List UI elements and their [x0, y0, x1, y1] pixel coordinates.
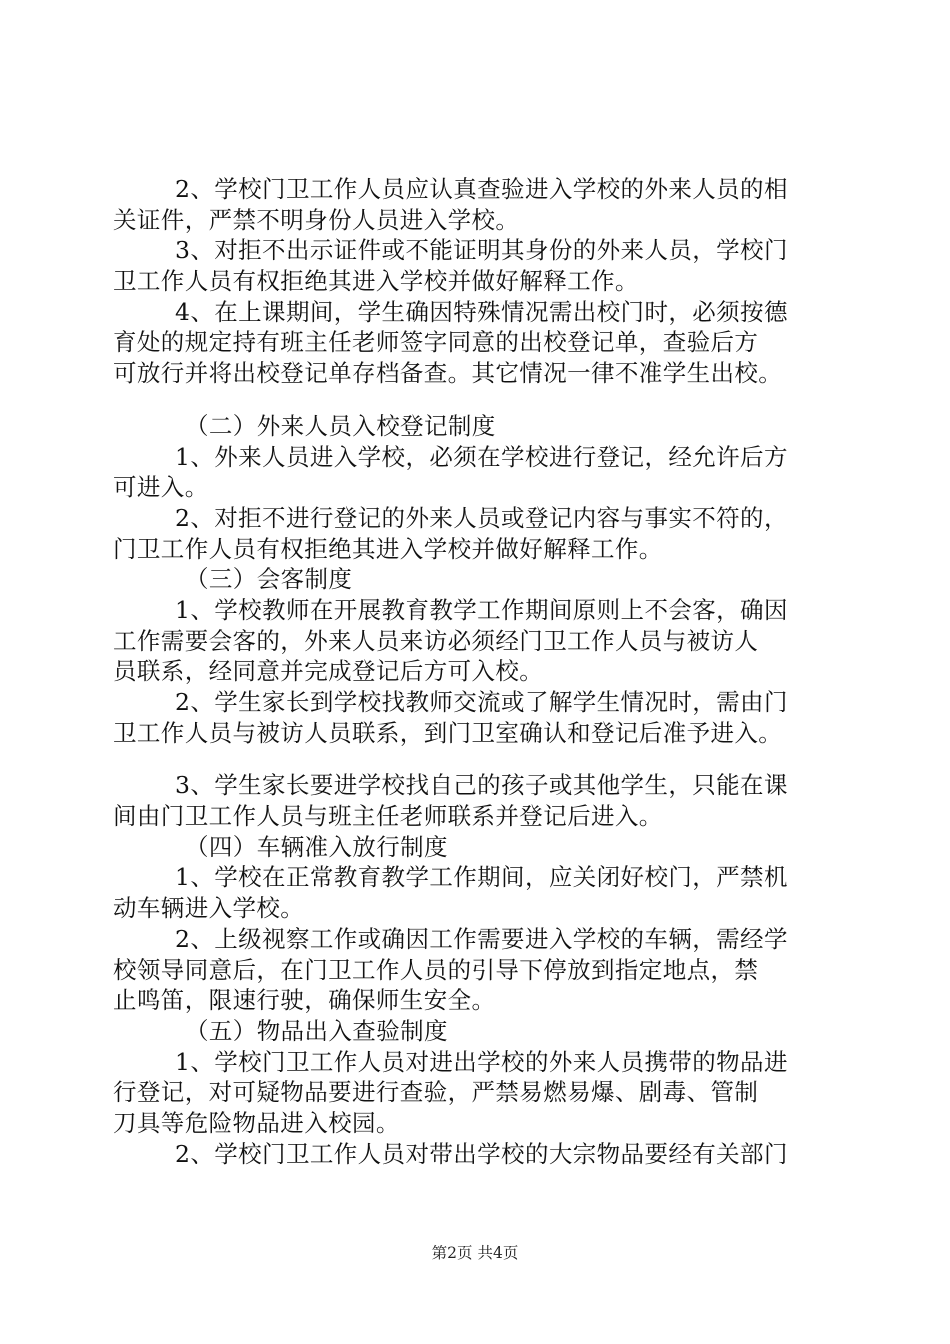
paragraph-line: 2、上级视察工作或确因工作需要进入学校的车辆，需经学	[175, 924, 788, 953]
paragraph-line: 止鸣笛，限速行驶，确保师生安全。	[113, 986, 496, 1015]
paragraph-line: 2、学校门卫工作人员应认真查验进入学校的外来人员的相	[175, 175, 788, 203]
section-heading: （五）物品出入查验制度	[185, 1016, 448, 1045]
paragraph-line: 可进入。	[113, 473, 209, 502]
section-heading: （二）外来人员入校登记制度	[185, 411, 496, 440]
paragraph-line: 1、学校教师在开展教育教学工作期间原则上不会客，确因	[175, 595, 788, 624]
paragraph-line: 行登记，对可疑物品要进行查验，严禁易燃易爆、剧毒、管制	[113, 1078, 759, 1107]
paragraph-line: 2、学生家长到学校找教师交流或了解学生情况时，需由门	[175, 688, 788, 716]
paragraph-line: 育处的规定持有班主任老师签字同意的出校登记单，查验后方	[113, 328, 759, 357]
paragraph-line: 卫工作人员与被访人员联系，到门卫室确认和登记后准予进入。	[113, 718, 783, 747]
paragraph-line: 员联系，经同意并完成登记后方可入校。	[113, 657, 544, 686]
paragraph-line: 动车辆进入学校。	[113, 894, 305, 923]
paragraph-line: 3、学生家长要进学校找自己的孩子或其他学生，只能在课	[175, 771, 788, 800]
paragraph-line: 卫工作人员有权拒绝其进入学校并做好解释工作。	[113, 267, 639, 296]
paragraph-line: 1、学校门卫工作人员对进出学校的外来人员携带的物品进	[175, 1047, 788, 1076]
paragraph-gap	[113, 748, 853, 770]
paragraph-line: 校领导同意后，在门卫工作人员的引导下停放到指定地点，禁	[113, 955, 759, 984]
paragraph-line: 可放行并将出校登记单存档备查。其它情况一律不准学生出校。	[113, 359, 783, 388]
paragraph-gap	[113, 389, 853, 411]
paragraph-line: 2、学校门卫工作人员对带出学校的大宗物品要经有关部门	[175, 1139, 788, 1168]
paragraph-line: 刀具等危险物品进入校园。	[113, 1108, 400, 1137]
paragraph-line: 间由门卫工作人员与班主任老师联系并登记后进入。	[113, 802, 663, 831]
document-body	[113, 174, 853, 1169]
paragraph-line: 3、对拒不出示证件或不能证明其身份的外来人员，学校门	[175, 236, 788, 265]
section-heading: （四）车辆准入放行制度	[185, 832, 448, 861]
paragraph-line: 2、对拒不进行登记的外来人员或登记内容与事实不符的，	[175, 503, 788, 532]
paragraph-line: 4、在上课期间，学生确因特殊情况需出校门时，必须按德	[175, 297, 788, 326]
section-heading: （三）会客制度	[185, 565, 353, 594]
paragraph-line: 关证件，严禁不明身份人员进入学校。	[113, 205, 520, 234]
paragraph-line: 门卫工作人员有权拒绝其进入学校并做好解释工作。	[113, 534, 663, 563]
paragraph-line: 工作需要会客的，外来人员来访必须经门卫工作人员与被访人	[113, 626, 759, 655]
paragraph-line: 1、学校在正常教育教学工作期间，应关闭好校门，严禁机	[175, 863, 788, 892]
paragraph-line: 1、外来人员进入学校，必须在学校进行登记，经允许后方	[175, 442, 788, 471]
page-number-footer: 第2页 共4页	[431, 1244, 519, 1262]
